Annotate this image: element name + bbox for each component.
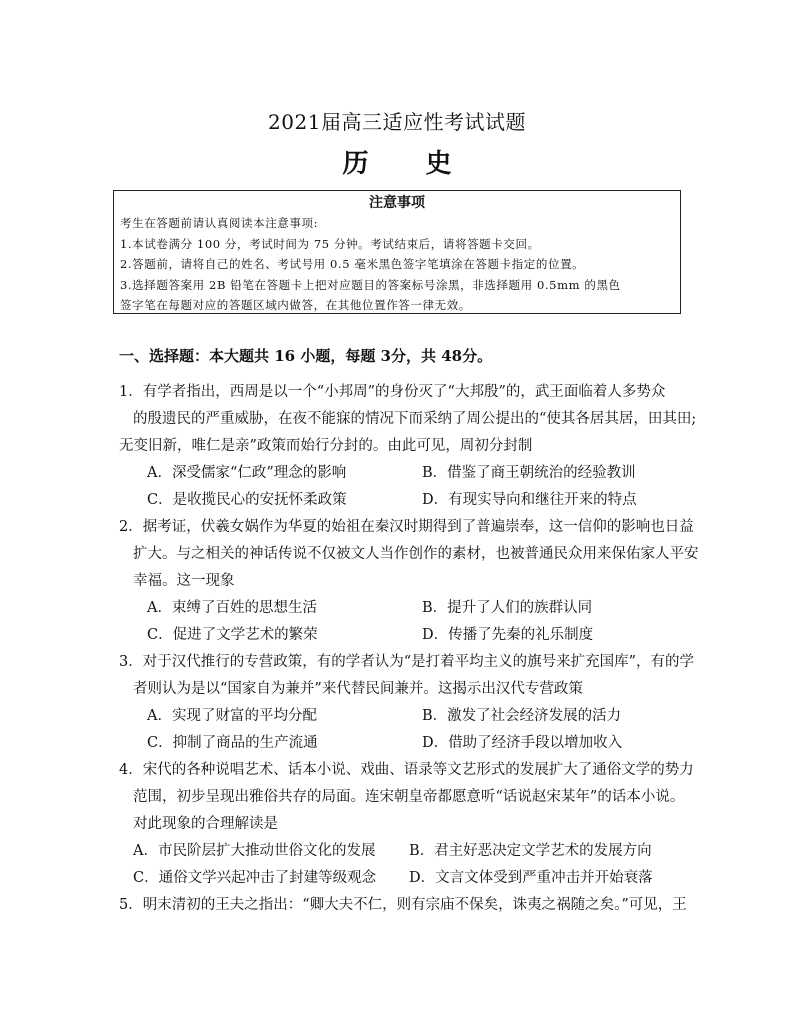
notice-line: 3.选择题答案用 2B 铅笔在答题卡上把对应题目的答案标号涂黑，非选择题用 0.5mm 的黑色 xyxy=(120,277,621,292)
question-2-option-c[interactable]: C．促进了文学艺术的繁荣 xyxy=(147,627,318,643)
question-4-option-a[interactable]: A．市民阶层扩大推动世俗文化的发展 xyxy=(133,843,376,859)
question-4-option-b[interactable]: B．君主好恶决定文学艺术的发展方向 xyxy=(409,843,652,859)
question-2-option-b[interactable]: B．提升了人们的族群认同 xyxy=(422,600,593,616)
notice-line: 考生在答题前请认真阅读本注意事项: xyxy=(120,216,319,230)
question-3-line-1: 3．对于汉代推行的专营政策，有的学者认为“是打着平均主义的旗号来扩充国库”，有的学 xyxy=(119,654,695,670)
question-4-option-c[interactable]: C．通俗文学兴起冲击了封建等级观念 xyxy=(133,870,377,886)
question-3-line-2: 者则认为是以“国家自为兼并”来代替民间兼并。这揭示出汉代专营政策 xyxy=(133,681,583,697)
question-3-option-d[interactable]: D．借助了经济手段以增加收入 xyxy=(422,735,623,751)
question-3-option-b[interactable]: B．激发了社会经济发展的活力 xyxy=(422,708,622,724)
question-4-line-1: 4．宋代的各种说唱艺术、话本小说、戏曲、语录等文艺形式的发展扩大了通俗文学的势力 xyxy=(119,762,694,778)
question-2-option-a[interactable]: A．束缚了百姓的思想生活 xyxy=(147,600,317,616)
question-5-line-1: 5．明末清初的王夫之指出：“卿大夫不仁，则有宗庙不保矣，诛夷之祸随之矣。”可见，王 xyxy=(119,897,687,913)
section-heading: 一、选择题：本大题共 16 小题，每题 3分，共 48分。 xyxy=(119,347,493,365)
question-3-option-a[interactable]: A．实现了财富的平均分配 xyxy=(147,708,317,724)
question-1-line-1: 1．有学者指出，西周是以一个“小邦周”的身份灭了“大邦殷”的，武王面临着人多势众 xyxy=(119,384,666,400)
notice-line: 1.本试卷满分 100 分，考试时间为 75 分钟。考试结束后，请将答题卡交回。 xyxy=(120,236,540,251)
question-4-line-3: 对此现象的合理解读是 xyxy=(133,816,278,832)
question-4-line-2: 范围，初步呈现出雅俗共存的局面。连宋朝皇帝都愿意听“话说赵宋某年”的话本小说。 xyxy=(133,789,685,805)
exam-title: 2021届高三适应性考试试题 xyxy=(268,110,526,134)
notice-line: 签字笔在每题对应的答题区域内做答，在其他位置作答一律无效。 xyxy=(120,298,471,312)
question-1-option-b[interactable]: B．借鉴了商王朝统治的经验教训 xyxy=(422,465,636,481)
question-1-option-c[interactable]: C．是收揽民心的安抚怀柔政策 xyxy=(147,492,347,508)
question-2-line-3: 幸福。这一现象 xyxy=(133,573,235,589)
question-3-option-c[interactable]: C．抑制了商品的生产流通 xyxy=(147,735,318,751)
question-2-option-d[interactable]: D．传播了先秦的礼乐制度 xyxy=(422,627,594,643)
question-1-line-3: 无变旧新，唯仁是亲”政策而始行分封的。由此可见，周初分封制 xyxy=(119,438,533,454)
question-1-option-a[interactable]: A．深受儒家“仁政”理念的影响 xyxy=(147,465,347,481)
notice-box xyxy=(113,190,681,314)
notice-title: 注意事项 xyxy=(369,195,425,211)
question-4-option-d[interactable]: D．文言文体受到严重冲击并开始衰落 xyxy=(409,870,653,886)
subject-heading: 历 史 xyxy=(342,149,476,179)
question-1-option-d[interactable]: D．有现实导向和继往开来的特点 xyxy=(422,492,637,508)
question-2-line-2: 扩大。与之相关的神话传说不仅被文人当作创作的素材，也被普通民众用来保佑家人平安 xyxy=(133,546,699,562)
question-2-line-1: 2．据考证，伏羲女娲作为华夏的始祖在秦汉时期得到了普遍崇奉，这一信仰的影响也日益 xyxy=(119,519,694,535)
question-1-line-2: 的殷遗民的严重威胁，在夜不能寐的情况下而采纳了周公提出的“使其各居其居，田其田; xyxy=(133,411,697,427)
notice-line: 2.答题前，请将自己的姓名、考试号用 0.5 毫米黑色签字笔填涂在答题卡指定的位置。 xyxy=(120,257,585,271)
